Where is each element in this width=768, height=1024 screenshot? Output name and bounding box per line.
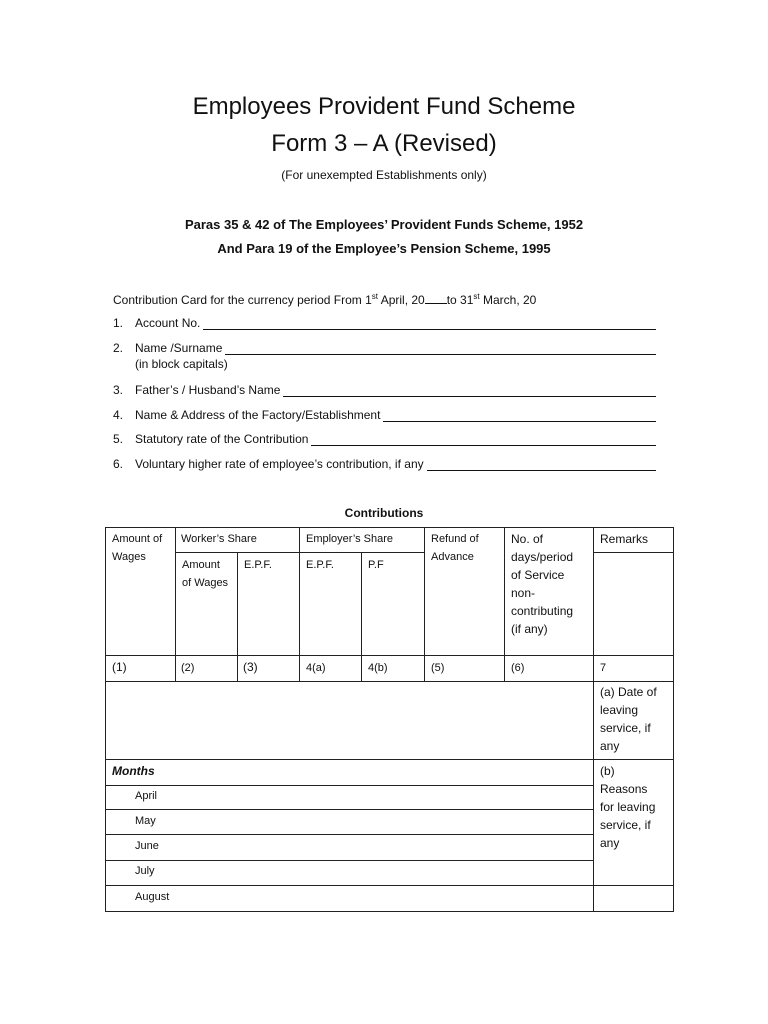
- header-employers-share: Employer’s Share: [306, 533, 394, 545]
- table-rule: [593, 552, 674, 553]
- table-rule: [105, 785, 594, 786]
- remark-a-line-3: service, if: [600, 721, 651, 735]
- month-july: July: [135, 865, 155, 877]
- header-remarks: Remarks: [600, 532, 649, 546]
- form-title: Employees Provident Fund Scheme: [192, 93, 576, 120]
- table-border: [673, 527, 674, 912]
- table-rule: [105, 860, 594, 861]
- table-rule: [105, 809, 594, 810]
- header-refund-of: Refund of: [431, 533, 479, 545]
- table-rule: [361, 552, 362, 682]
- remark-a-line-2: leaving: [600, 703, 639, 717]
- paras-line-1: Paras 35 & 42 of The Employees’ Provident Funds Scheme, 1952: [184, 217, 584, 232]
- voluntary-rate-field[interactable]: 6. Voluntary higher rate of employee’s contribution, if any: [113, 455, 656, 471]
- table-rule: [504, 527, 505, 682]
- statutory-rate-field[interactable]: 5. Statutory rate of the Contribution: [113, 430, 656, 446]
- header-no-of-days-3: of Service: [511, 568, 565, 582]
- header-no-of-days-4: non-: [511, 586, 536, 600]
- table-border: [105, 911, 674, 912]
- table-rule: [237, 552, 238, 682]
- contribution-card-period: Contribution Card for the currency period From 1st April, 20 to 31st March, 20: [113, 292, 537, 307]
- col-number-6: (6): [511, 662, 525, 674]
- remark-a-line-4: any: [600, 739, 620, 753]
- header-no-of-days-2: days/period: [511, 550, 574, 564]
- table-rule: [105, 759, 674, 760]
- remark-a-line-1: (a) Date of: [600, 685, 657, 699]
- form-scope-note: (For unexempted Establishments only): [281, 168, 487, 182]
- establishment-address-field[interactable]: 4. Name & Address of the Factory/Establishment: [113, 406, 656, 422]
- father-husband-name-blank[interactable]: [283, 384, 656, 397]
- remark-b-line-2: Reasons: [600, 782, 648, 796]
- header-worker-epf: E.P.F.: [244, 559, 272, 571]
- col-number-5: (5): [431, 662, 445, 674]
- header-amount-of: Amount of: [112, 533, 163, 545]
- account-no-blank[interactable]: [203, 317, 656, 330]
- father-husband-name-field[interactable]: 3. Father’s / Husband’s Name: [113, 381, 656, 397]
- header-worker-of-wages: of Wages: [182, 577, 229, 589]
- header-no-of-days-1: No. of: [511, 532, 544, 546]
- months-label: Months: [112, 764, 155, 778]
- month-april: April: [135, 790, 158, 802]
- col-number-7: 7: [600, 662, 607, 674]
- form-subtitle: Form 3 – A (Revised): [271, 130, 497, 157]
- table-rule: [105, 681, 674, 682]
- header-worker-amount: Amount: [182, 559, 220, 571]
- header-advance: Advance: [431, 551, 474, 563]
- col-number-4a: 4(a): [306, 662, 326, 674]
- establishment-address-blank[interactable]: [383, 409, 656, 422]
- month-june: June: [135, 840, 159, 852]
- statutory-rate-blank[interactable]: [311, 433, 656, 446]
- col-number-1: (1): [112, 660, 127, 674]
- col-number-3: (3): [243, 660, 258, 674]
- header-employer-epf: E.P.F.: [306, 559, 334, 571]
- col-number-2: (2): [181, 662, 195, 674]
- table-rule: [105, 655, 674, 656]
- table-rule: [105, 834, 594, 835]
- month-may: May: [135, 815, 156, 827]
- name-blank[interactable]: [225, 342, 656, 355]
- table-rule: [299, 527, 300, 682]
- table-rule: [175, 527, 176, 682]
- table-border: [105, 527, 106, 912]
- table-rule: [424, 527, 425, 682]
- paras-line-2: And Para 19 of the Employee’s Pension Scheme, 1995: [217, 241, 551, 256]
- table-rule: [105, 885, 674, 886]
- header-no-of-days-5: contributing: [511, 604, 574, 618]
- remark-b-line-4: service, if: [600, 818, 651, 832]
- year-start-blank[interactable]: [425, 293, 447, 304]
- name-field-hint: (in block capitals): [135, 357, 228, 371]
- remark-b-line-5: any: [600, 836, 620, 850]
- header-wages: Wages: [112, 551, 146, 563]
- remark-b-line-3: for leaving: [600, 800, 656, 814]
- header-employer-pf: P.F: [368, 559, 384, 571]
- contributions-caption: Contributions: [344, 506, 424, 520]
- header-no-of-days-6: (if any): [511, 622, 548, 636]
- table-rule: [593, 527, 594, 912]
- col-number-4b: 4(b): [368, 662, 388, 674]
- header-workers-share: Worker’s Share: [181, 533, 257, 545]
- month-august: August: [135, 891, 170, 903]
- name-field[interactable]: 2. Name /Surname: [113, 339, 656, 355]
- voluntary-rate-blank[interactable]: [427, 458, 656, 471]
- table-border: [105, 527, 674, 528]
- account-no-field[interactable]: 1. Account No.: [113, 314, 656, 330]
- remark-b-line-1: (b): [600, 764, 615, 778]
